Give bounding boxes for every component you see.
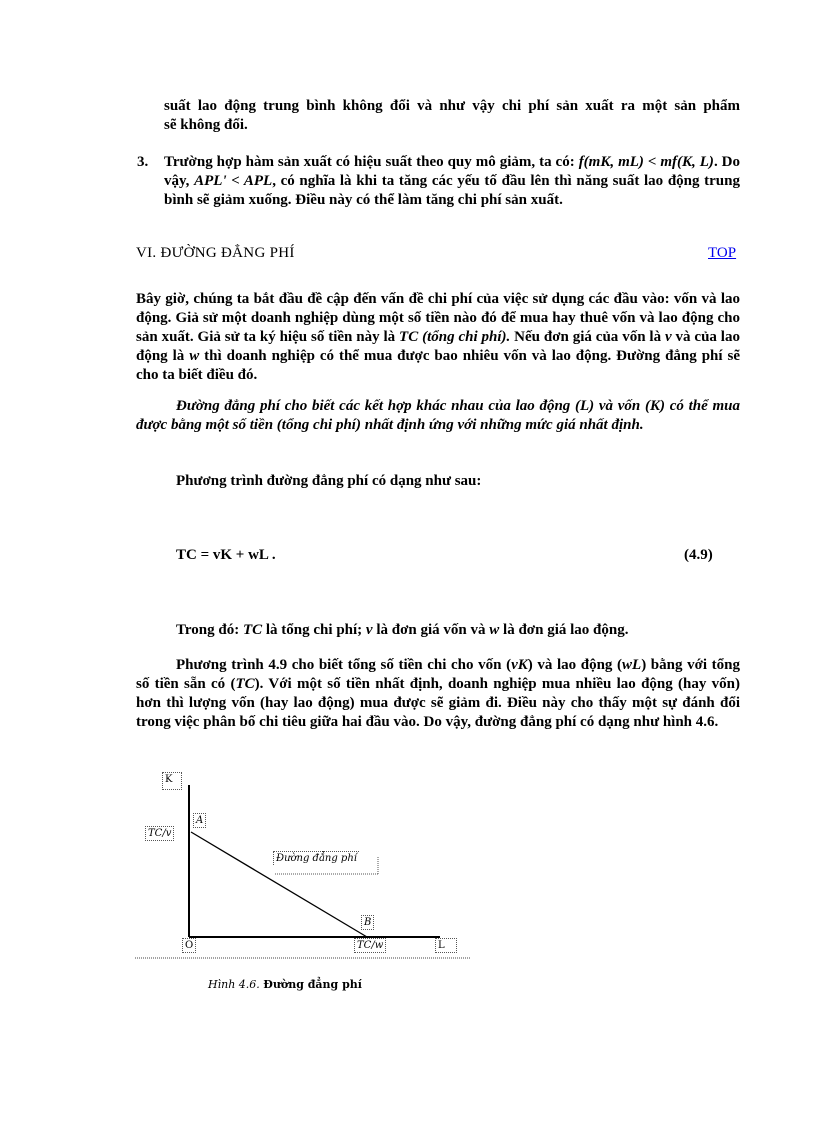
point-a-label: A	[193, 813, 206, 828]
paragraph-continuation	[164, 97, 740, 135]
origin-label: O	[182, 938, 196, 953]
definition-paragraph: Đường đẳng phí cho biết các kết hợp khác nhau của lao động (L) và vốn (K) có thể mua được bằng một số tiền (tổng chi phí) nhất định ứng với những mức giá nhất định.	[136, 398, 740, 433]
paragraph-line: sẽ không đổi.	[164, 117, 248, 133]
figure-caption: Hình 4.6. Đường đẳng phí	[208, 978, 362, 991]
equation-intro: Phương trình đường đẳng phí có dạng như sau:	[176, 473, 482, 489]
intro-paragraph: Bây giờ, chúng ta bắt đầu đề cập đến vấn đề chi phí của việc sử dụng các đầu vào: vốn và lao động. Giả sử một doanh nghiệp dùng một số tiền nào đó để mua hay thuê vốn và lao động cho sản xuất. Giả sử ta ký hiệu số tiền này là TC (tổng chi phí). Nếu đơn giá của vốn là v và của lao động là w thì doanh nghiệp có thể mua được bao nhiêu vốn và lao động. Đường đẳng phí sẽ cho ta biết điều đó.	[136, 291, 740, 383]
section-heading: VI. ĐƯỜNG ĐẲNG PHÍ	[136, 245, 295, 261]
isocost-figure	[135, 765, 480, 965]
where-paragraph: Trong đó: TC là tổng chi phí; v là đơn giá vốn và w là đơn giá lao động.	[176, 622, 629, 638]
l-axis-label: L	[435, 938, 457, 953]
explanation-paragraph: Phương trình 4.9 cho biết tổng số tiền chi cho vốn (vK) và lao động (wL) bằng với tổng số tiền sẵn có (TC). Với một số tiền nhất định, doanh nghiệp mua nhiều lao động (hay vốn) hơn thì lượng vốn (hay lao động) mua được sẽ giảm đi. Điều này cho thấy một sự đánh đổi trong việc phân bố chi tiêu giữa hai đầu vào. Do vậy, đường đẳng phí có dạng như hình 4.6.	[136, 657, 740, 730]
isocost-diagram	[135, 765, 480, 965]
paragraph-line: suất lao động trung bình không đổi và như vậy chi phí sản xuất ra một sản phẩm	[164, 98, 740, 114]
k-axis-label: K	[162, 772, 182, 790]
tc-over-v-label: TC/v	[145, 826, 174, 841]
isocost-curve-label: Đường đẳng phí	[273, 851, 359, 865]
point-b-label: B	[361, 915, 374, 930]
equation-formula: TC = vK + wL .	[176, 547, 276, 563]
list-item-text: Trường hợp hàm sản xuất có hiệu suất theo quy mô giảm, ta có: f(mK, mL) < mf(K, L). Do vậy, APL' < APL, có nghĩa là khi ta tăng các yếu tố đầu lên thì năng suất lao động trung bình sẽ giảm xuống. Điều này có thể làm tăng chi phí sản xuất.	[164, 154, 740, 208]
tc-over-w-label: TC/w	[354, 938, 386, 953]
top-link[interactable]: TOP	[708, 245, 737, 261]
isocost-line	[191, 832, 367, 937]
equation-number: (4.9)	[684, 547, 713, 563]
list-item-number: 3.	[137, 154, 149, 170]
